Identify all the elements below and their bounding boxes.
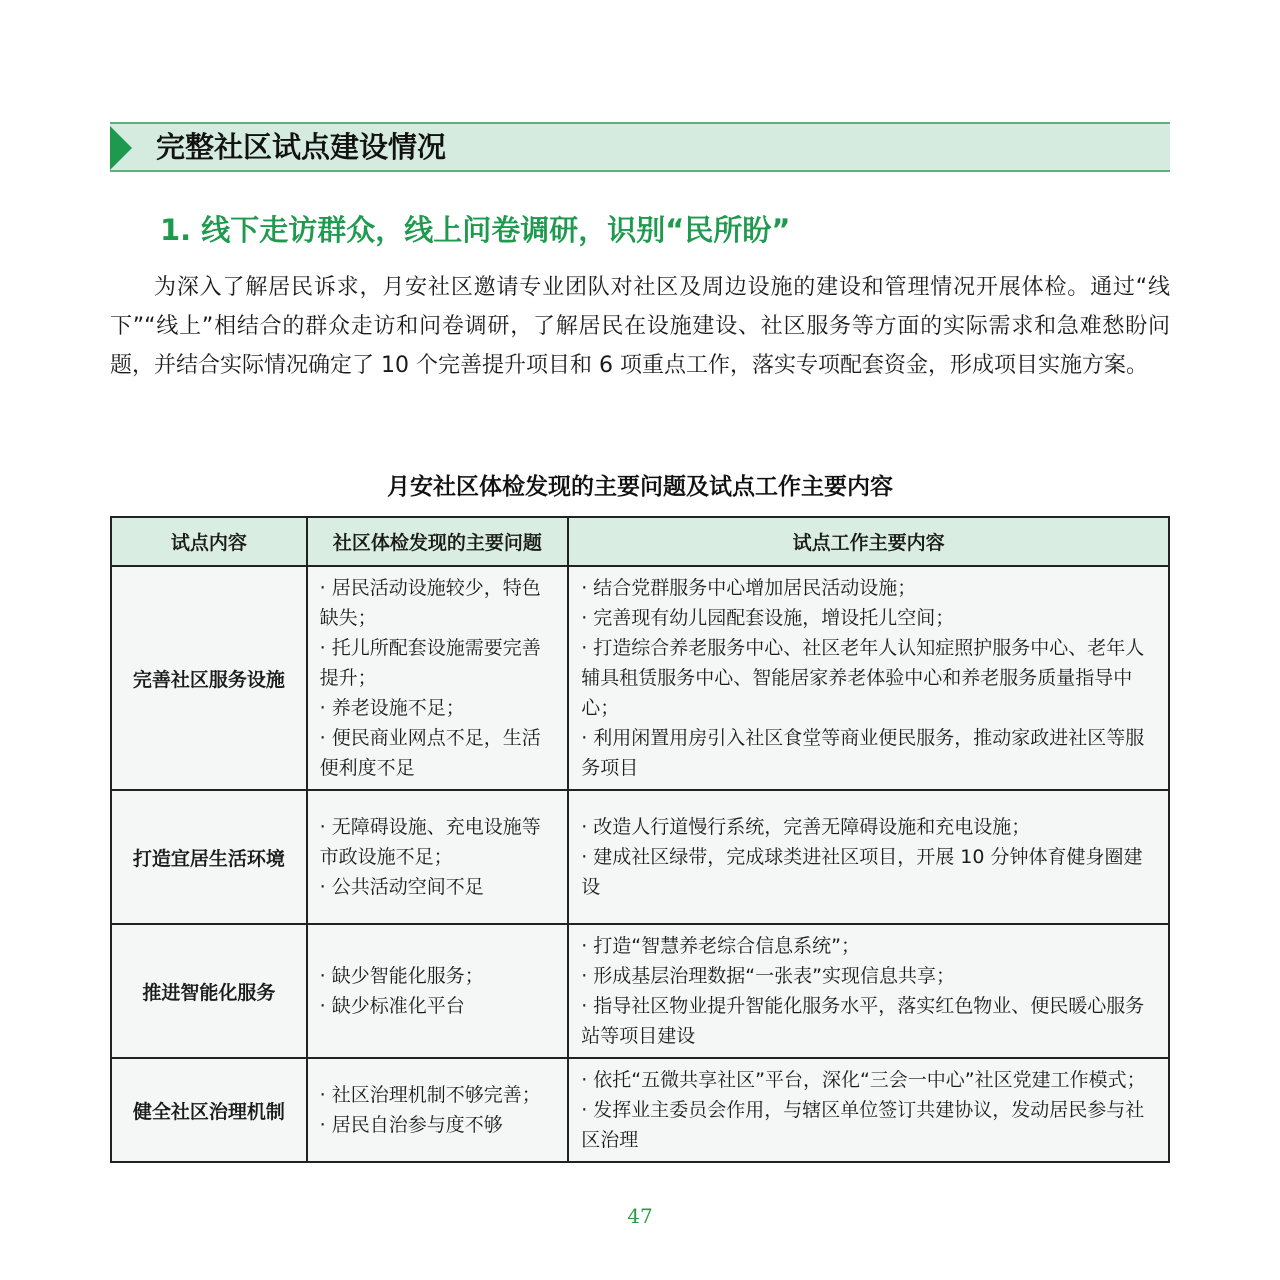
problems-cell	[307, 566, 569, 790]
table-row	[111, 1058, 1169, 1162]
subheading: 1. 线下走访群众，线上问卷调研，识别“民所盼”	[160, 213, 791, 247]
work-item: · 建成社区绿带，完成球类进社区项目，开展 10 分钟体育健身圈建设	[581, 846, 1143, 898]
arrow-icon	[110, 126, 132, 170]
problem-item: · 缺少智能化服务；	[319, 965, 484, 987]
header-work: 试点工作主要内容	[568, 517, 1169, 566]
page-number: 47	[627, 1204, 653, 1228]
table-row	[111, 566, 1169, 790]
work-item: · 发挥业主委员会作用，与辖区单位签订共建协议，发动居民参与社区治理	[581, 1099, 1145, 1151]
work-item: · 利用闲置用房引入社区食堂等商业便民服务，推动家政进社区等服务项目	[581, 727, 1145, 779]
work-item: · 打造综合养老服务中心、社区老年人认知症照护服务中心、老年人辅具租赁服务中心、智能居家养老体验中心和养老服务质量指导中心；	[581, 637, 1145, 719]
header-content: 试点内容	[111, 517, 307, 566]
problems-cell	[307, 924, 569, 1058]
work-cell	[568, 566, 1169, 790]
work-item: · 打造“智慧养老综合信息系统”；	[581, 935, 860, 957]
problem-item: · 无障碍设施、充电设施等市政设施不足；	[319, 816, 541, 868]
problem-item: · 社区治理机制不够完善；	[319, 1084, 541, 1106]
problem-item: · 缺少标准化平台	[319, 995, 465, 1017]
problem-item: · 养老设施不足；	[319, 697, 465, 719]
problem-item: · 公共活动空间不足	[319, 876, 484, 898]
work-item: · 完善现有幼儿园配套设施，增设托儿空间；	[581, 607, 955, 629]
pilot-content-cell: 推进智能化服务	[111, 924, 307, 1058]
pilot-content-cell: 健全社区治理机制	[111, 1058, 307, 1162]
problem-item: · 托儿所配套设施需要完善提升；	[319, 637, 541, 689]
header-problems: 社区体检发现的主要问题	[307, 517, 569, 566]
table-header-row	[111, 517, 1169, 566]
pilot-content-cell: 完善社区服务设施	[111, 566, 307, 790]
body-paragraph: 为深入了解居民诉求，月安社区邀请专业团队对社区及周边设施的建设和管理情况开展体检。通过“线下”“线上”相结合的群众走访和问卷调研，了解居民在设施建设、社区服务等方面的实际需求和急难愁盼问题，并结合实际情况确定了 10 个完善提升项目和 6 项重点工作，落实专项配套资金，形成项目实施方案。	[110, 275, 1170, 378]
work-cell	[568, 924, 1169, 1058]
main-table	[110, 516, 1170, 1163]
table-title: 月安社区体检发现的主要问题及试点工作主要内容	[387, 474, 893, 500]
table-row	[111, 790, 1169, 924]
table-row	[111, 924, 1169, 1058]
problems-cell	[307, 790, 569, 924]
work-item: · 指导社区物业提升智能化服务水平，落实红色物业、便民暖心服务站等项目建设	[581, 995, 1145, 1047]
work-cell	[568, 1058, 1169, 1162]
work-item: · 结合党群服务中心增加居民活动设施；	[581, 577, 917, 599]
problem-item: · 居民自治参与度不够	[319, 1114, 503, 1136]
problem-item: · 居民活动设施较少，特色缺失；	[319, 577, 541, 629]
work-item: · 依托“五微共享社区”平台，深化“三会一中心”社区党建工作模式；	[581, 1069, 1146, 1091]
problems-cell	[307, 1058, 569, 1162]
section-title: 完整社区试点建设情况	[156, 130, 447, 164]
work-item: · 改造人行道慢行系统，完善无障碍设施和充电设施；	[581, 816, 1031, 838]
work-cell	[568, 790, 1169, 924]
section-banner	[110, 122, 1170, 172]
work-item: · 形成基层治理数据“一张表”实现信息共享；	[581, 965, 955, 987]
problem-item: · 便民商业网点不足，生活便利度不足	[319, 727, 541, 779]
pilot-content-cell: 打造宜居生活环境	[111, 790, 307, 924]
